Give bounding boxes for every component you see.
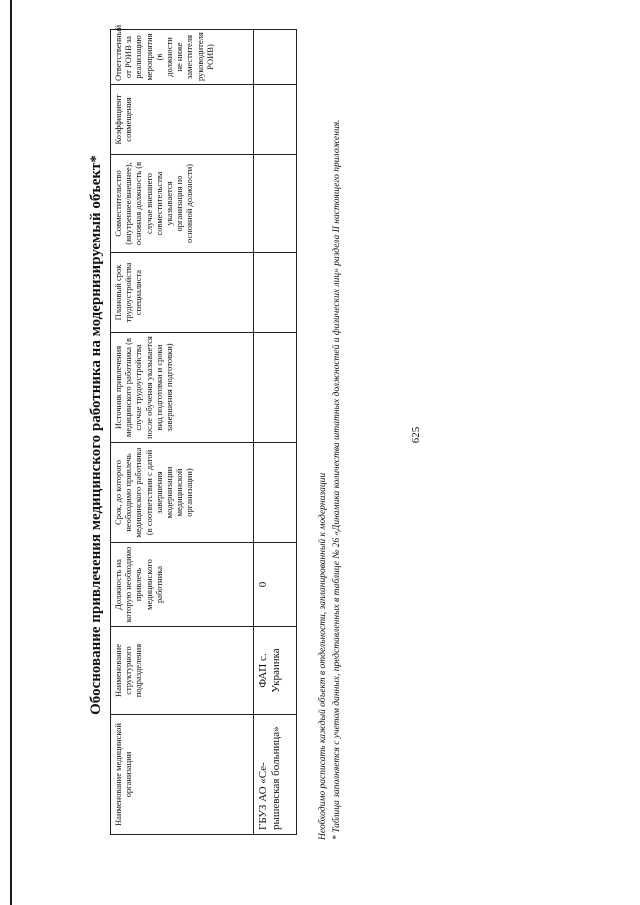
table-row <box>254 30 297 835</box>
cell-coefficient <box>254 85 297 155</box>
header-responsible: Ответственный от РОИВ за реализацию мероприятия (в должности не ниже заместителя руководителя РОИВ) <box>111 30 254 85</box>
cell-source <box>254 333 297 443</box>
cell-subdivision: ФАП с. Украинка <box>254 627 297 715</box>
header-position: Должность на которую необходимо привлечь медицинского работника <box>111 543 254 627</box>
header-deadline: Срок, до которого необходимо привлечь медицинского работника (в соответствии с датой завершения модернизации медицинской организации) <box>111 443 254 543</box>
header-planned-date: Плановый срок трудоустройства специалиста <box>111 253 254 333</box>
cell-planned-date <box>254 253 297 333</box>
table-header-row <box>111 30 254 835</box>
staffing-justification-table <box>110 25 297 835</box>
page-title: Обоснование привлечения медицинского работника на модернизируемый объект* <box>88 155 104 715</box>
page-number: 625 <box>410 426 422 444</box>
header-coefficient: Коэффициент совмещения <box>111 85 254 155</box>
footnote: * Таблица заполняется с учетом данных, представленных в таблице № 26 «Динамика количества штатных должностей и физических лиц» раздела II настоящего приложения. <box>332 119 342 840</box>
header-subdivision: Наименование структурного подразделения <box>111 627 254 715</box>
cell-position: 0 <box>254 543 297 627</box>
header-organization: Наименование медицинской организации <box>111 715 254 835</box>
cell-combination <box>254 155 297 253</box>
note-per-object: Необходимо расписать каждый объект в отдельности, запланированный к модернизации <box>318 472 328 840</box>
header-source: Источник привлечения медицинского работника (в случае трудоустройства после обучения указывается вид подготовки и сроки завершения подготовки) <box>111 333 254 443</box>
cell-responsible <box>254 30 297 85</box>
cell-deadline <box>254 443 297 543</box>
header-combination: Совместительство (внутреннее/внешнее), основная должность (в случае внешнего совместительства указывается организация по основной должности) <box>111 155 254 253</box>
cell-organization: ГБУЗ АО «Се-рышевская больница» <box>254 715 297 835</box>
